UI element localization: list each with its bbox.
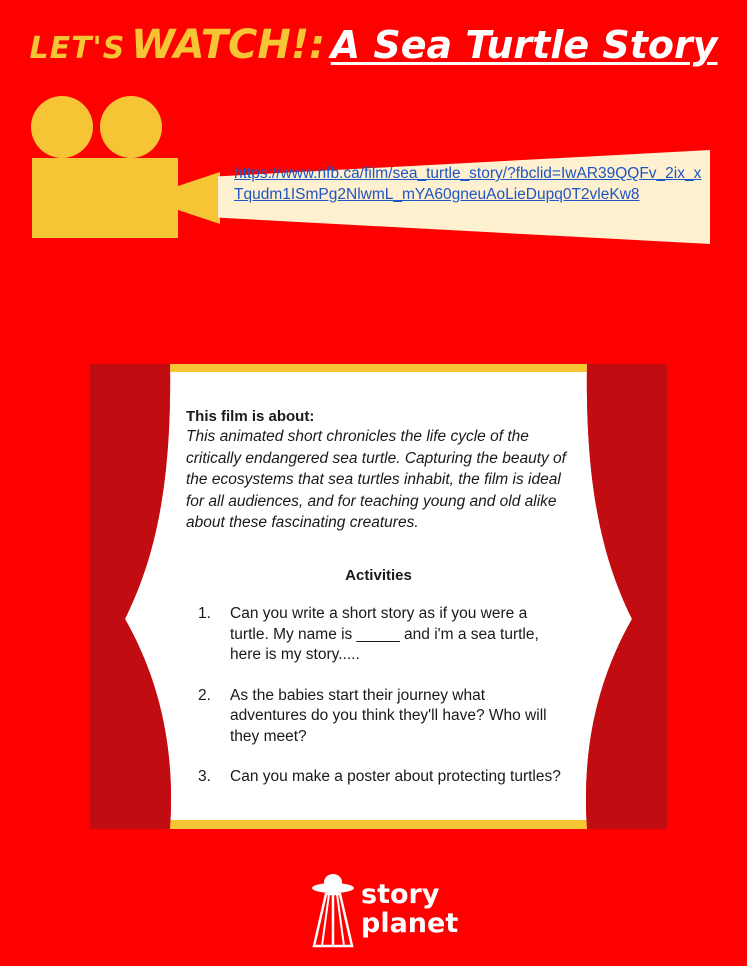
film-link[interactable]: https://www.nfb.ca/film/sea_turtle_story/?fbclid=IwAR39QQFv_2ix_xTqudm1ISmPg2NlwmL_mYA60gneuAoLieDupq0T2vleKw8	[234, 165, 702, 203]
title-watch: WATCH!:	[130, 22, 326, 68]
ufo-beam-icon	[310, 870, 356, 948]
list-item-text: Can you make a poster about protecting turtles?	[230, 768, 561, 785]
activities-heading: Activities	[345, 567, 412, 584]
brand-logo	[361, 880, 458, 938]
list-item-number: 2.	[198, 686, 211, 704]
list-item-number: 3.	[198, 768, 211, 785]
list-item	[194, 604, 564, 666]
brand-line-2: planet	[361, 908, 459, 939]
film-camera-icon	[28, 94, 228, 244]
list-item-text: As the babies start their journey what adventures do you think they'll have? Who will they meet?	[230, 686, 547, 745]
info-panel	[186, 371, 571, 821]
about-heading: This film is about:	[186, 408, 315, 425]
list-item-text: Can you write a short story as if you were a turtle. My name is _____ and i'm a sea turtle, here is my story.....	[230, 605, 539, 663]
activities-list	[194, 604, 564, 808]
page-title	[0, 22, 747, 68]
list-item-number: 1.	[198, 605, 211, 622]
about-text: This animated short chronicles the life cycle of the critically endangered sea turtle. Capturing the beauty of the ecosystems that sea turtles inhabit, the film is ideal for all audiences, and for teaching young and old alike about these fascinating creatures.	[186, 428, 566, 531]
list-item	[194, 767, 564, 788]
title-film-name: A Sea Turtle Story	[330, 23, 718, 67]
theater-stage	[90, 364, 667, 829]
title-prefix: LET'S	[29, 31, 126, 66]
brand-line-1: story	[361, 879, 440, 910]
list-item	[194, 686, 564, 748]
